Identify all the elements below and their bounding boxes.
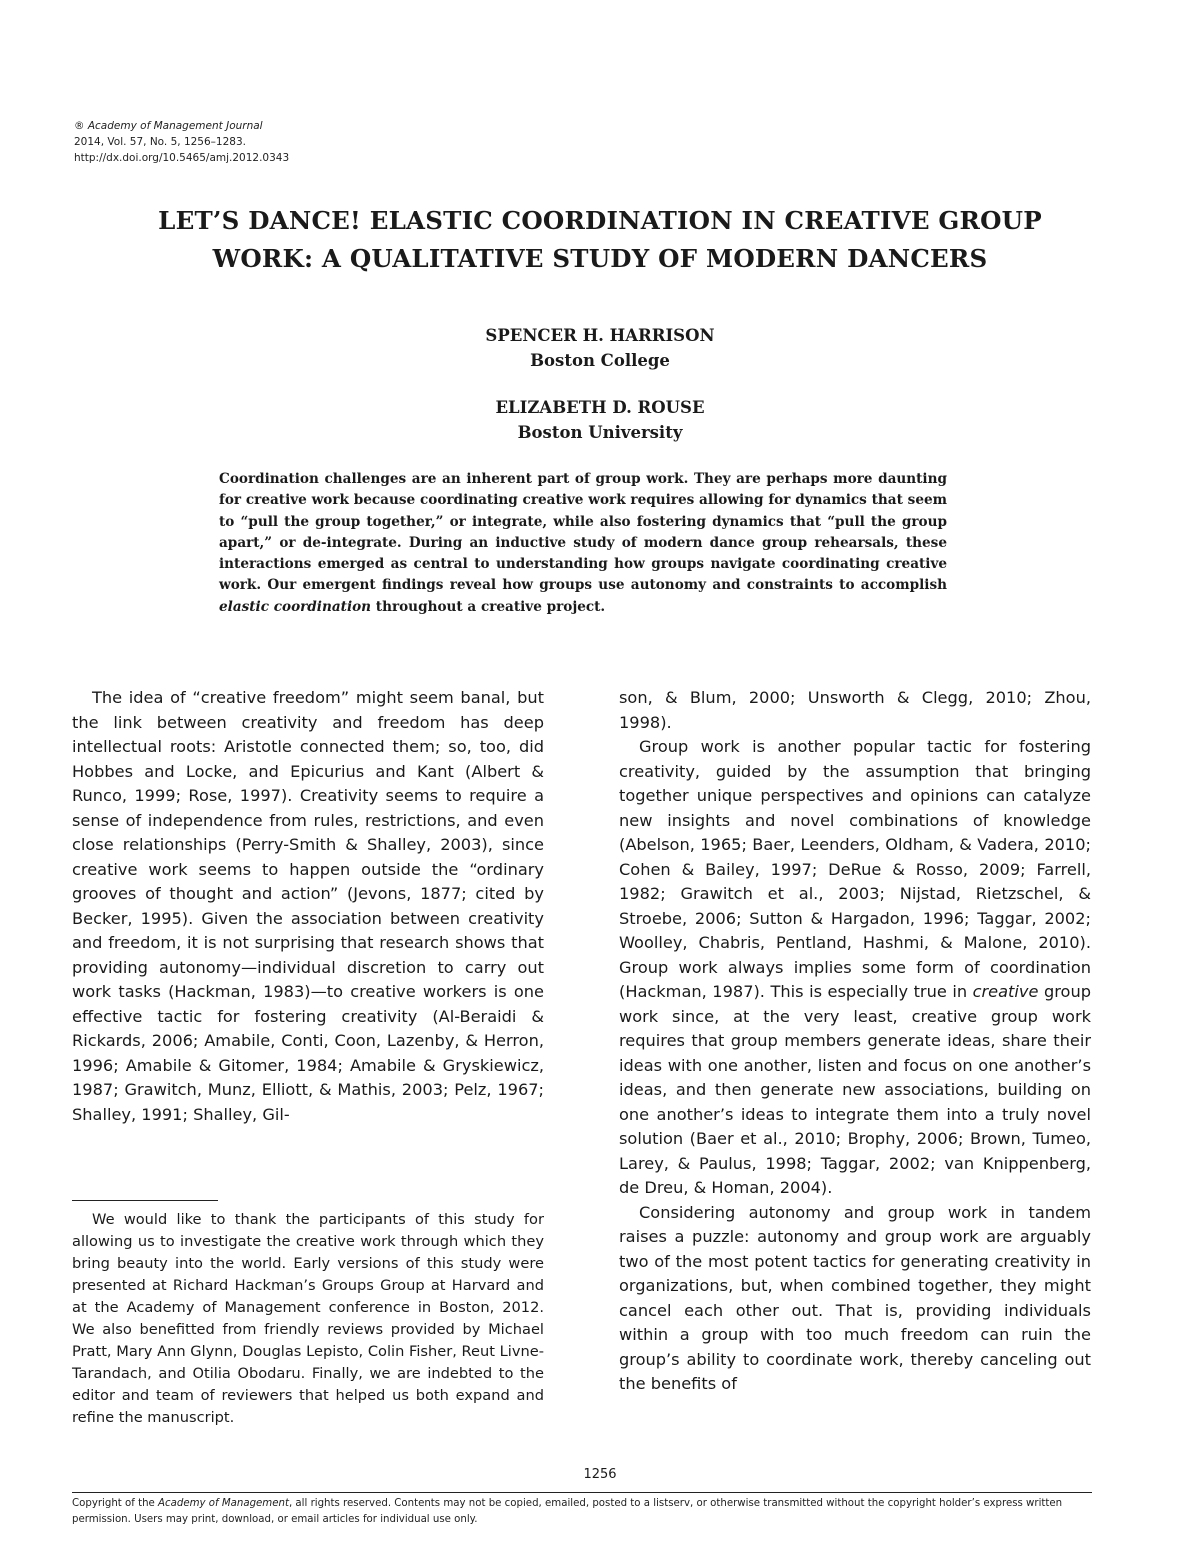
journal-doi[interactable]: http://dx.doi.org/10.5465/amj.2012.0343 (74, 152, 290, 164)
footnote-rule (72, 1200, 218, 1201)
body-text: Group work is another popular tactic for fostering creativity, guided by the assumption that bringing together unique perspectives and opinions can catalyze new insights and novel combinations of knowledge (Abelson, 1965; Baer, Leenders, Oldham, & Vadera, 2010; Cohen & Bailey, 1997; DeRue & Rosso, 2009; Farrell, 1982; Grawitch et al., 2003; Nijstad, Rietzschel, & Stroebe, 2006; Sutton & Hargadon, 1996; Taggar, 2002; Woolley, Chabris, Pentland, Hashmi, & Malone, 2010). Group work always implies some form of coordination (Hackman, 1987). This is especially true in (619, 737, 1091, 1001)
author-name: SPENCER H. HARRISON (485, 326, 715, 345)
acknowledgment-footnote: We would like to thank the participants of this study for allowing us to investigate the creative work through which they bring beauty into the world. Early versions of this study were presented at Richard Hackman’s Groups Group at Harvard and at the Academy of Management conference in Boston, 2012. We also benefitted from friendly reviews provided by Michael Pratt, Mary Ann Glynn, Douglas Lepisto, Colin Fisher, Reut Livne-Tarandach, and Otilia Obodaru. Finally, we are indebted to the editor and team of reviewers that helped us both expand and refine the manuscript. (72, 1211, 544, 1426)
body-emphasis: creative (972, 982, 1039, 1001)
journal-volume: 2014, Vol. 57, No. 5, 1256–1283. (74, 136, 246, 148)
abstract-emphasis: elastic coordination (219, 598, 372, 615)
page-number: 1256 (583, 1467, 617, 1482)
journal-meta (74, 118, 289, 166)
abstract (219, 469, 947, 618)
abstract-text: Coordination challenges are an inherent part of group work. They are perhaps more daunting for creative work because coordinating creative work requires allowing for dynamics that seem to “pull the group together,” or integrate, while also fostering dynamics that “pull the group apart,” or de-integrate. During an inductive study of modern dance group rehearsals, these interactions emerged as central to understanding how groups navigate coordinating creative work. Our emergent findings reveal how groups use autonomy and constraints to accomplish (219, 471, 947, 594)
paper-title: LET’S DANCE! ELASTIC COORDINATION IN CREATIVE GROUP WORK: A QUALITATIVE STUDY OF MODERN DANCERS (158, 206, 1042, 273)
body-paragraph-continued: son, & Blum, 2000; Unsworth & Clegg, 2010; Zhou, 1998). (619, 688, 1091, 732)
author-affiliation: Boston College (530, 351, 670, 370)
body-paragraph: Considering autonomy and group work in tandem raises a puzzle: autonomy and group work are arguably two of the most potent tactics for generating creativity in organizations, but, when combined together, they might cancel each other out. That is, providing individuals within a group with too much freedom can ruin the group’s ability to coordinate work, thereby canceling out the benefits of (619, 1202, 1091, 1393)
copyright-prefix: Copyright of the (72, 1498, 159, 1509)
author-affiliation: Boston University (517, 423, 683, 442)
abstract-text-end: throughout a creative project. (371, 598, 606, 615)
journal-name: Academy of Management Journal (87, 120, 263, 132)
body-paragraph (619, 735, 1091, 1201)
body-paragraph: The idea of “creative freedom” might seem banal, but the link between creativity and freedom has deep intellectual roots: Aristotle connected them; so, too, did Hobbes and Locke, and Epicurius and Kant (Albert & Runco, 1999; Rose, 1997). Creativity seems to require a sense of independence from rules, restrictions, and even close relationships (Perry-Smith & Shalley, 2003), since creative work seems to happen outside the “ordinary grooves of thought and action” (Jevons, 1877; cited by Becker, 1995). Given the association between creativity and freedom, it is not surprising that research shows that providing autonomy—individual discretion to carry out work tasks (Hackman, 1983)—to creative workers is one effective tactic for fostering creativity (Al-Beraidi & Rickards, 2006; Amabile, Conti, Coon, Lazenby, & Herron, 1996; Amabile & Gitomer, 1984; Amabile & Gryskiewicz, 1987; Grawitch, Munz, Elliott, & Mathis, 2003; Pelz, 1967; Shalley, 1991; Shalley, Gil- (72, 688, 544, 1124)
body-column-left (72, 686, 544, 1127)
body-column-right (619, 686, 1091, 1397)
author-name: ELIZABETH D. ROUSE (495, 398, 705, 417)
copyright-org: Academy of Management (158, 1498, 289, 1509)
author-block-1 (300, 323, 900, 373)
copyright-notice (72, 1496, 1094, 1528)
author-block-2 (300, 395, 900, 445)
copyright-rule (72, 1492, 1092, 1493)
journal-name-line: ® Academy of Management Journal (74, 120, 263, 132)
copyright-suffix: , all rights reserved. Contents may not be copied, emailed, posted to a listserv, or otherwise transmitted without the copyright holder’s express written permission. Users may print, download, or email articles for individual use only. (72, 1498, 1063, 1525)
body-text: group work since, at the very least, creative group work requires that group members generate ideas, share their ideas with one another, listen and focus on one another’s ideas, and then generate new associations, building on one another’s ideas to integrate them into a truly novel solution (Baer et al., 2010; Brophy, 2006; Brown, Tumeo, Larey, & Paulus, 1998; Taggar, 2002; van Knippenberg, de Dreu, & Homan, 2004). (619, 982, 1091, 1197)
